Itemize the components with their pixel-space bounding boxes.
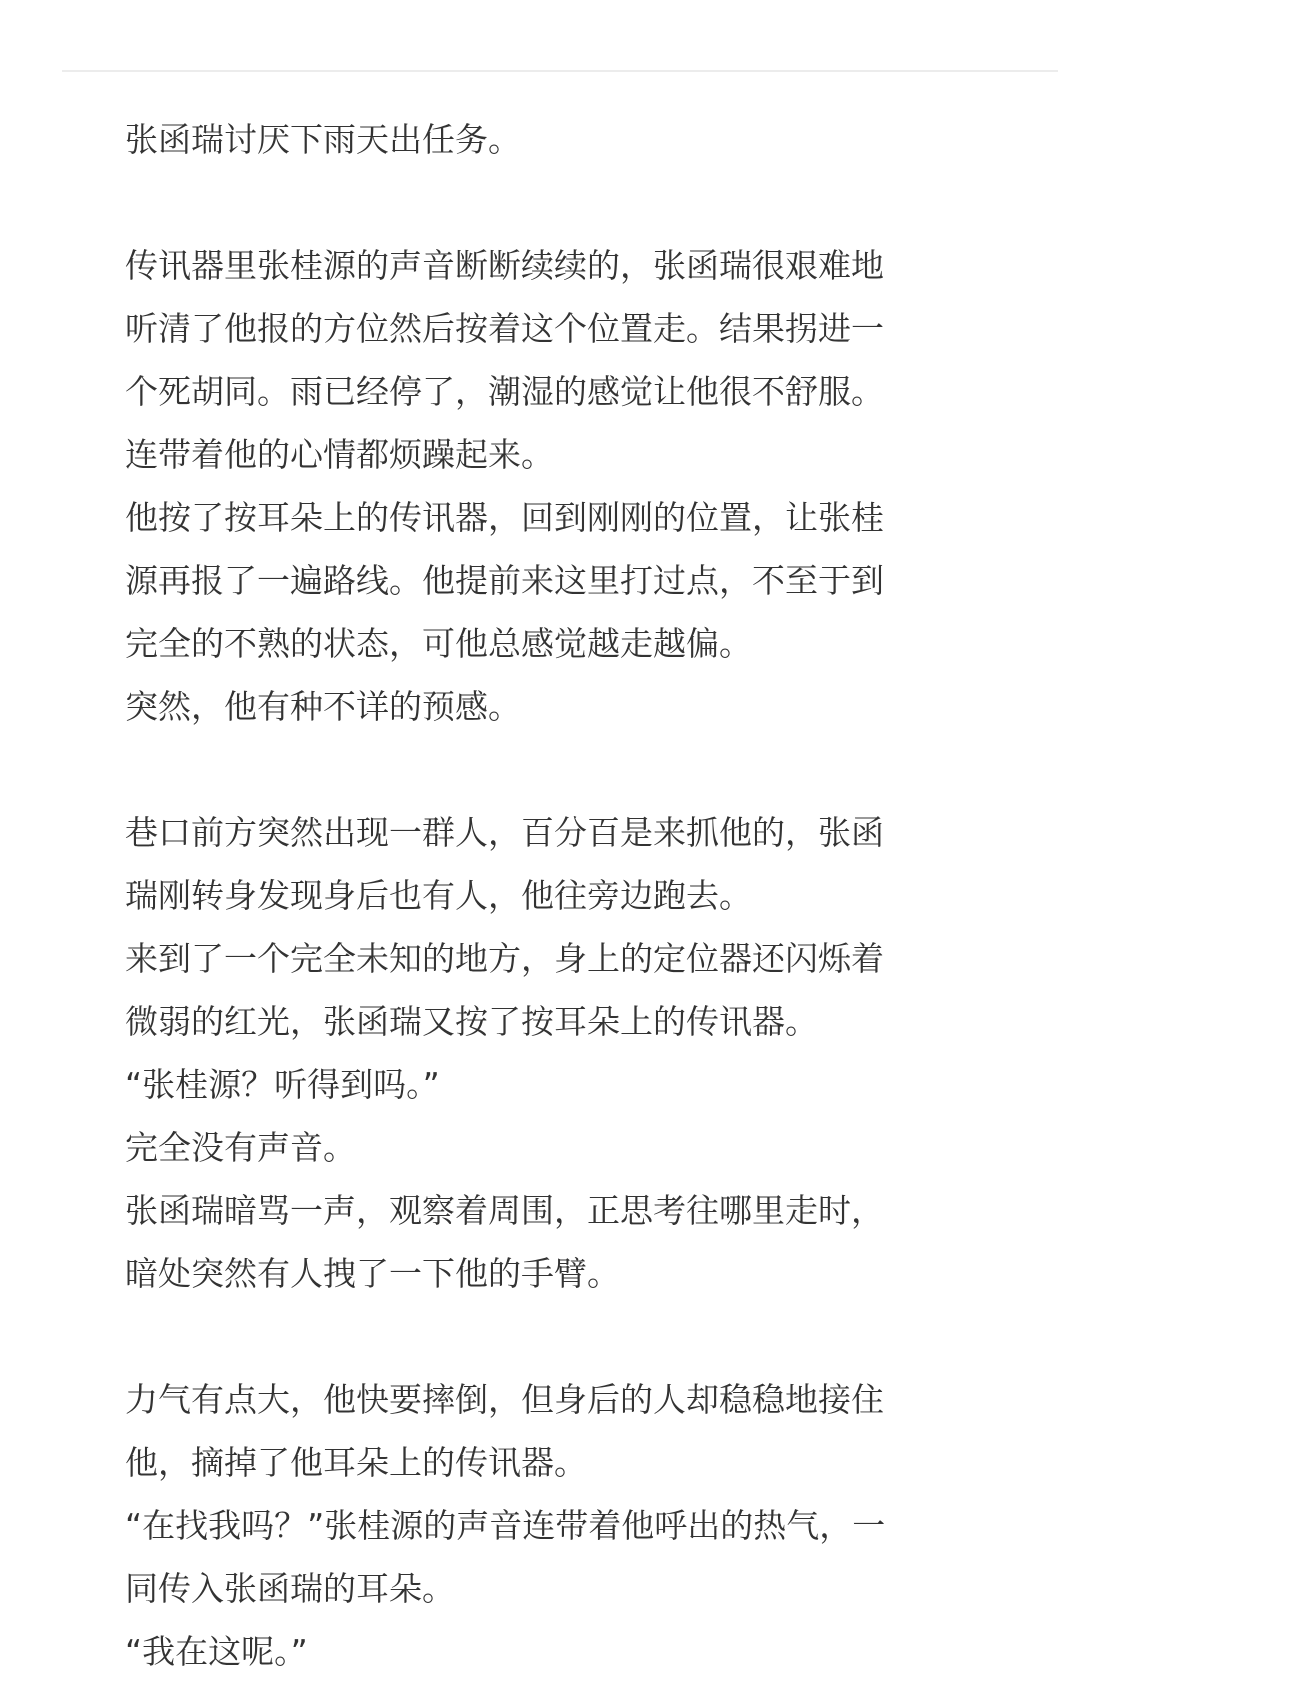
text-line: 听清了他报的方位然后按着这个位置走。结果拐进一 [125,309,884,348]
top-divider [62,70,1058,72]
text-line: 个死胡同。雨已经停了，潮湿的感觉让他很不舒服。 [125,372,884,411]
text-line: 完全没有声音。 [125,1128,356,1167]
text-line: 突然，他有种不详的预感。 [125,687,521,726]
text-line: 张函瑞暗骂一声，观察着周围，正思考往哪里走时， [125,1191,884,1230]
text-line: 源再报了一遍路线。他提前来这里打过点，不至于到 [125,561,884,600]
text-line: 同传入张函瑞的耳朵。 [125,1569,455,1608]
paragraph-gap [125,738,1005,801]
text-line: 张函瑞讨厌下雨天出任务。 [125,120,521,159]
text-line: 连带着他的心情都烦躁起来。 [125,435,554,474]
text-line: 瑞刚转身发现身后也有人，他往旁边跑去。 [125,876,752,915]
text-line: 他按了按耳朵上的传讯器，回到刚刚的位置，让张桂 [125,498,884,537]
text-line: 微弱的红光，张函瑞又按了按耳朵上的传讯器。 [125,1002,818,1041]
text-line: 完全的不熟的状态，可他总感觉越走越偏。 [125,624,752,663]
article-body [125,108,1005,1683]
text-line: 传讯器里张桂源的声音断断续续的，张函瑞很艰难地 [125,246,884,285]
text-line: 他，摘掉了他耳朵上的传讯器。 [125,1443,587,1482]
text-line: “在找我吗？”张桂源的声音连带着他呼出的热气，一 [125,1506,886,1545]
text-line: 来到了一个完全未知的地方，身上的定位器还闪烁着 [125,939,884,978]
text-line: 力气有点大，他快要摔倒，但身后的人却稳稳地接住 [125,1380,884,1419]
text-line: 巷口前方突然出现一群人，百分百是来抓他的，张函 [125,813,884,852]
paragraph-gap [125,171,1005,234]
paragraph-gap [125,1305,1005,1368]
text-line: 暗处突然有人拽了一下他的手臂。 [125,1254,620,1293]
text-line: “我在这呢。” [125,1632,308,1671]
text-line: “张桂源？听得到吗。” [125,1065,440,1104]
